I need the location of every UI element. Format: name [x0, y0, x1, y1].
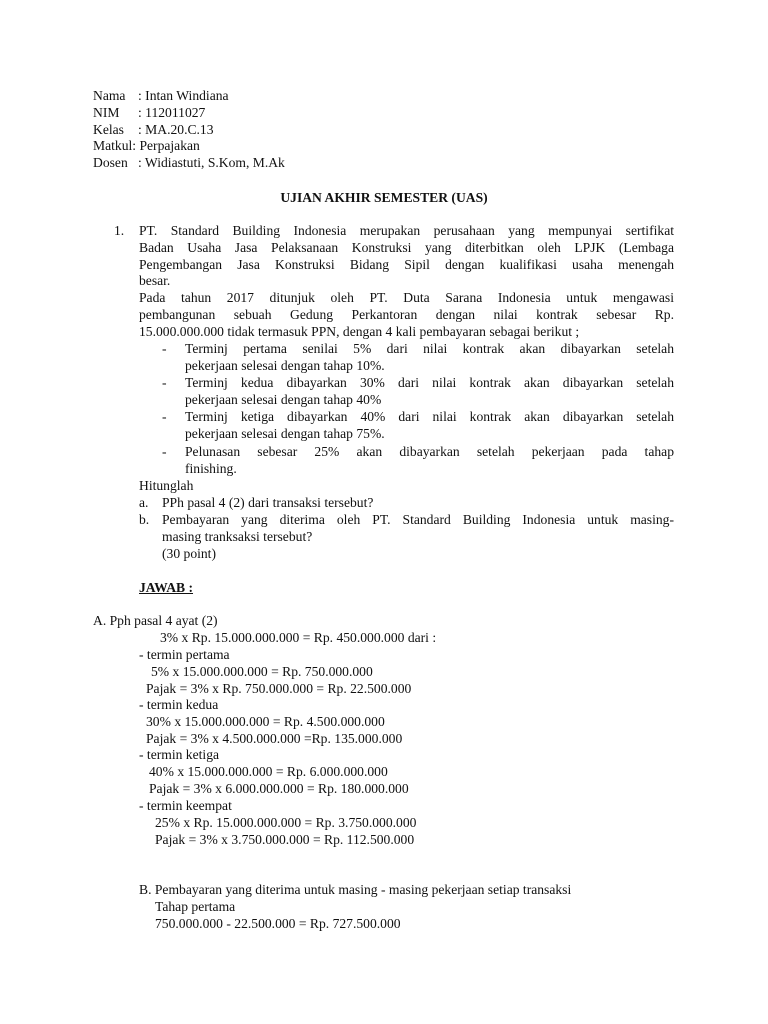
bullet-dash: -	[162, 341, 167, 356]
termin-label: - termin ketiga	[139, 747, 220, 762]
termin-calc: 5% x 15.000.000.000 = Rp. 750.000.000	[151, 664, 373, 679]
stage-calc: 750.000.000 - 22.500.000 = Rp. 727.500.000	[155, 916, 401, 931]
bullet-dash: -	[162, 444, 167, 459]
list-item	[185, 409, 674, 443]
list-item-line: Terminj pertama senilai 5% dari nilai kontrak akan dibayarkan setelah	[185, 341, 674, 356]
kelas-value: : MA.20.C.13	[138, 121, 214, 137]
context-line: pembangunan sebuah Gedung Perkantoran dengan nilai kontrak sebesar Rp.	[139, 306, 674, 322]
hitunglah-label: Hitunglah	[139, 478, 194, 493]
termin-tax: Pajak = 3% x 4.500.000.000 =Rp. 135.000.000	[146, 731, 403, 746]
dosen-label: Dosen	[93, 155, 128, 171]
termin-tax: Pajak = 3% x 6.000.000.000 = Rp. 180.000.000	[149, 781, 409, 796]
item-a-label: a.	[139, 495, 149, 510]
nim-value: : 112011027	[138, 104, 206, 120]
termin-tax: Pajak = 3% x 3.750.000.000 = Rp. 112.500.000	[155, 832, 415, 847]
bullet-dash: -	[162, 375, 167, 390]
points-label: (30 point)	[162, 546, 216, 561]
intro-line: besar.	[139, 273, 171, 289]
item-b-text	[162, 512, 674, 546]
termin-label: - termin keempat	[139, 798, 232, 813]
list-item-line: finishing.	[185, 460, 237, 476]
kelas-label: Kelas	[93, 121, 124, 137]
dosen-value: : Widiastuti, S.Kom, M.Ak	[138, 155, 285, 171]
context-line: Pada tahun 2017 ditunjuk oleh PT. Duta Sarana Indonesia untuk mengawasi	[139, 290, 674, 305]
list-item-line: pekerjaan selesai dengan tahap 40%	[185, 391, 382, 407]
list-item-line: Pelunasan sebesar 25% akan dibayarkan setelah pekerjaan pada tahap	[185, 444, 674, 459]
termin-calc: 30% x 15.000.000.000 = Rp. 4.500.000.000	[146, 714, 385, 729]
list-item-line: pekerjaan selesai dengan tahap 10%.	[185, 357, 385, 373]
question-intro	[139, 223, 674, 290]
kelas-row	[93, 122, 214, 139]
list-item-line: Terminj kedua dibayarkan 30% dari nilai kontrak akan dibayarkan setelah	[185, 375, 674, 390]
item-b-label: b.	[139, 512, 150, 527]
item-b-line: Pembayaran yang diterima oleh PT. Standard Building Indonesia untuk masing-	[162, 512, 674, 527]
matkul-value: Perpajakan	[139, 138, 200, 154]
termin-calc: 40% x 15.000.000.000 = Rp. 6.000.000.000	[149, 764, 388, 779]
list-item	[185, 341, 674, 375]
nim-row	[93, 105, 205, 122]
nama-row	[93, 88, 229, 105]
dosen-row	[93, 155, 285, 172]
intro-line: Badan Usaha Jasa Pelaksanaan Konstruksi yang diterbitkan oleh LPJK (Lembaga	[139, 239, 674, 255]
bullet-dash: -	[162, 409, 167, 424]
termin-tax: Pajak = 3% x Rp. 750.000.000 = Rp. 22.500.000	[146, 681, 412, 696]
answer-b-heading: B. Pembayaran yang diterima untuk masing - masing pekerjaan setiap transaksi	[139, 882, 572, 897]
intro-line: PT. Standard Building Indonesia merupakan perusahaan yang mempunyai sertifikat	[139, 223, 674, 238]
item-a-text: PPh pasal 4 (2) dari transaksi tersebut?	[162, 495, 374, 510]
list-item-line: pekerjaan selesai dengan tahap 75%.	[185, 425, 385, 441]
termin-label: - termin kedua	[139, 697, 219, 712]
matkul-row	[93, 138, 200, 155]
stage-label: Tahap pertama	[155, 899, 236, 914]
question-number: 1.	[114, 223, 125, 238]
question-context	[139, 290, 674, 340]
list-item-line: Terminj ketiga dibayarkan 40% dari nilai kontrak akan dibayarkan setelah	[185, 409, 674, 424]
nim-label: NIM	[93, 104, 120, 120]
termin-calc: 25% x Rp. 15.000.000.000 = Rp. 3.750.000.000	[155, 815, 417, 830]
list-item	[185, 444, 674, 478]
item-b-line: masing tranksaksi tersebut?	[162, 528, 313, 544]
answer-heading: JAWAB :	[139, 580, 194, 595]
nama-label: Nama	[93, 88, 126, 103]
list-item	[185, 375, 674, 409]
context-line: 15.000.000.000 tidak termasuk PPN, dengan 4 kali pembayaran sebagai berikut ;	[139, 323, 580, 339]
matkul-label: Matkul:	[93, 138, 137, 154]
exam-title: UJIAN AKHIR SEMESTER (UAS)	[280, 190, 488, 205]
answer-a-heading: A. Pph pasal 4 ayat (2)	[93, 613, 218, 628]
intro-line: Pengembangan Jasa Konstruksi Bidang Sipil dengan kualifikasi usaha menengah	[139, 256, 674, 272]
termin-label: - termin pertama	[139, 647, 230, 662]
nama-value: : Intan Windiana	[138, 88, 229, 103]
answer-a-base: 3% x Rp. 15.000.000.000 = Rp. 450.000.000 dari :	[160, 630, 437, 645]
